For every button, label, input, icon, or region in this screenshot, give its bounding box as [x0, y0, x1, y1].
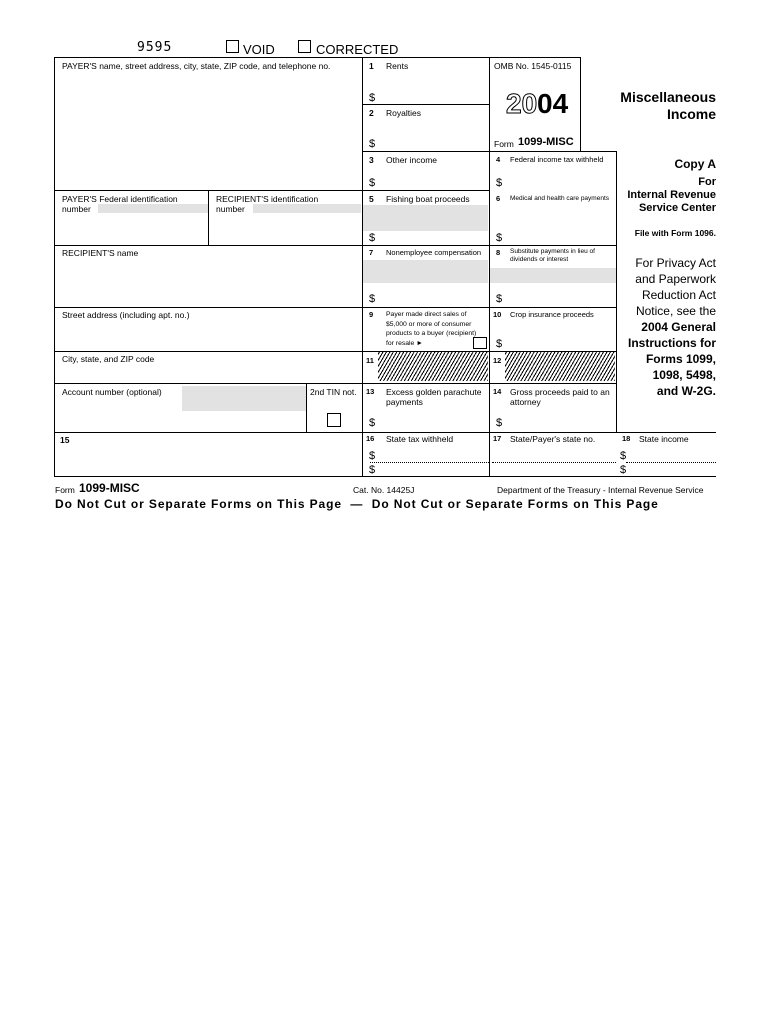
box13-number: 13 — [366, 387, 375, 396]
box14-number: 14 — [493, 387, 502, 396]
general-line1: 2004 General — [641, 320, 716, 334]
box3-label: Other income — [386, 155, 438, 165]
box2-label: Royalties — [386, 108, 421, 118]
rule-h-245 — [54, 245, 616, 246]
rule-left — [54, 57, 55, 477]
box17-number: 17 — [493, 434, 502, 443]
box4-label: Federal income tax withheld — [510, 155, 604, 164]
payer-name-label: PAYER'S name, street address, city, state, ZIP code, and telephone no. — [62, 61, 331, 71]
irs-line1: Internal Revenue — [627, 189, 716, 201]
rule-h-190 — [54, 190, 489, 191]
for-label: For — [698, 176, 716, 188]
form-code: 9595 — [137, 40, 173, 55]
do-not-cut-banner: Do Not Cut or Separate Forms on This Page — Do Not Cut or Separate Forms on This Page — [55, 497, 659, 511]
second-tin-label: 2nd TIN not. — [310, 387, 357, 397]
box6-dollar: $ — [496, 232, 503, 244]
box18-label: State income — [639, 434, 689, 444]
box4-dollar: $ — [496, 177, 503, 189]
box3-number: 3 — [369, 155, 374, 165]
general-line2: Instructions for — [627, 336, 716, 350]
box5-number: 5 — [369, 194, 374, 204]
corrected-checkbox[interactable] — [298, 40, 311, 53]
box6-label: Medical and health care payments — [510, 195, 610, 202]
general-line5: and W-2G. — [656, 384, 716, 398]
box4-number: 4 — [496, 155, 501, 164]
privacy-line4: Notice, see the — [635, 304, 716, 318]
box16-number: 16 — [366, 434, 375, 443]
box1-label: Rents — [386, 61, 409, 71]
box7-label: Nonemployee compensation — [386, 248, 482, 257]
corrected-label: CORRECTED — [316, 42, 399, 57]
box16-dollar-2: $ — [369, 464, 376, 476]
rule-v-306 — [306, 383, 307, 432]
box8-number: 8 — [496, 248, 501, 257]
footer-form-prefix: Form — [55, 485, 75, 495]
box3-dollar: $ — [369, 177, 376, 189]
box18-number: 18 — [622, 434, 631, 443]
account-number-label: Account number (optional) — [62, 387, 162, 397]
box12-hatch — [505, 352, 615, 381]
box1-dollar: $ — [369, 92, 376, 104]
recipient-id-label: RECIPIENT'S identification number — [216, 194, 319, 214]
box18-dollar-1: $ — [620, 450, 627, 462]
second-tin-checkbox[interactable] — [327, 413, 341, 427]
box10-dollar: $ — [496, 338, 503, 350]
footer-cat-no: Cat. No. 14425J — [353, 485, 415, 495]
footer-dept: Department of the Treasury - Internal Revenue Service — [497, 485, 704, 495]
box7-number: 7 — [369, 248, 374, 257]
box6-number: 6 — [496, 194, 501, 203]
box13-dollar: $ — [369, 417, 376, 429]
box17-label: State/Payer's state no. — [510, 434, 596, 444]
file-with-1096: File with Form 1096. — [634, 228, 716, 238]
general-line3: Forms 1099, — [645, 352, 716, 366]
box9-number: 9 — [369, 310, 374, 319]
void-checkbox[interactable] — [226, 40, 239, 53]
city-state-zip-label: City, state, and ZIP code — [62, 354, 155, 364]
privacy-line1: For Privacy Act — [635, 256, 716, 270]
year-bold: 04 — [537, 88, 569, 119]
box16-dotline — [370, 462, 489, 463]
shade-box7 — [363, 260, 488, 283]
box15-number: 15 — [60, 435, 70, 445]
privacy-line2: and Paperwork — [635, 272, 716, 286]
shade-account — [182, 386, 306, 411]
rule-h-box1 — [362, 104, 489, 105]
box12-number: 12 — [493, 356, 502, 365]
box16-dollar-1: $ — [369, 450, 376, 462]
irs-line2: Service Center — [638, 202, 716, 214]
rule-h-307 — [54, 307, 616, 308]
box5-dollar: $ — [369, 232, 376, 244]
rule-h-351 — [54, 351, 616, 352]
box8-label: Substitute payments in lieu of dividends or interest — [510, 248, 595, 263]
omb-form-prefix: Form — [494, 139, 514, 149]
box13-label: Excess golden parachute payments — [386, 387, 482, 407]
box18-dotline — [626, 462, 716, 463]
box10-label: Crop insurance proceeds — [510, 310, 594, 319]
box2-dollar: $ — [369, 138, 376, 150]
box9-label: Payer made direct sales of $5,000 or more of consumer products to a buyer (recipient) for resale ► — [386, 311, 477, 347]
box11-hatch — [378, 352, 488, 381]
omb-number: OMB No. 1545-0115 — [494, 61, 572, 71]
rule-bottom — [54, 476, 716, 477]
rule-v-362 — [362, 57, 363, 477]
box14-dollar: $ — [496, 417, 503, 429]
year-light: 20 — [506, 88, 538, 119]
title-miscellaneous: Miscellaneous — [620, 89, 716, 105]
rule-top — [54, 57, 580, 58]
box14-label: Gross proceeds paid to an attorney — [510, 387, 610, 407]
box2-number: 2 — [369, 108, 374, 118]
shade-box5 — [363, 205, 488, 231]
shade-box8 — [490, 268, 616, 283]
box7-dollar: $ — [369, 293, 376, 305]
privacy-line3: Reduction Act — [641, 288, 716, 302]
rule-h-432 — [54, 432, 716, 433]
rule-h-151 — [362, 151, 616, 152]
copy-a: Copy A — [674, 157, 716, 171]
title-income: Income — [666, 106, 716, 122]
box10-number: 10 — [493, 310, 502, 319]
rule-v-580 — [580, 57, 581, 151]
payer-fed-id-label: PAYER'S Federal identification number — [62, 194, 178, 214]
box17-dotline — [492, 462, 616, 463]
footer-form-name: 1099-MISC — [79, 481, 140, 495]
rule-h-383 — [54, 383, 616, 384]
box16-label: State tax withheld — [386, 434, 454, 444]
void-label: VOID — [243, 42, 275, 57]
box9-checkbox[interactable] — [473, 337, 487, 349]
box18-dollar-2: $ — [620, 464, 627, 476]
recipient-name-label: RECIPIENT'S name — [62, 248, 139, 258]
general-line4: 1098, 5498, — [652, 368, 716, 382]
street-address-label: Street address (including apt. no.) — [62, 310, 190, 320]
rule-v-489 — [489, 57, 490, 477]
box8-dollar: $ — [496, 293, 503, 305]
omb-form-name: 1099-MISC — [518, 136, 574, 148]
box11-number: 11 — [366, 356, 374, 365]
rule-v-208 — [208, 190, 209, 245]
box5-label: Fishing boat proceeds — [386, 194, 470, 204]
box1-number: 1 — [369, 61, 374, 71]
